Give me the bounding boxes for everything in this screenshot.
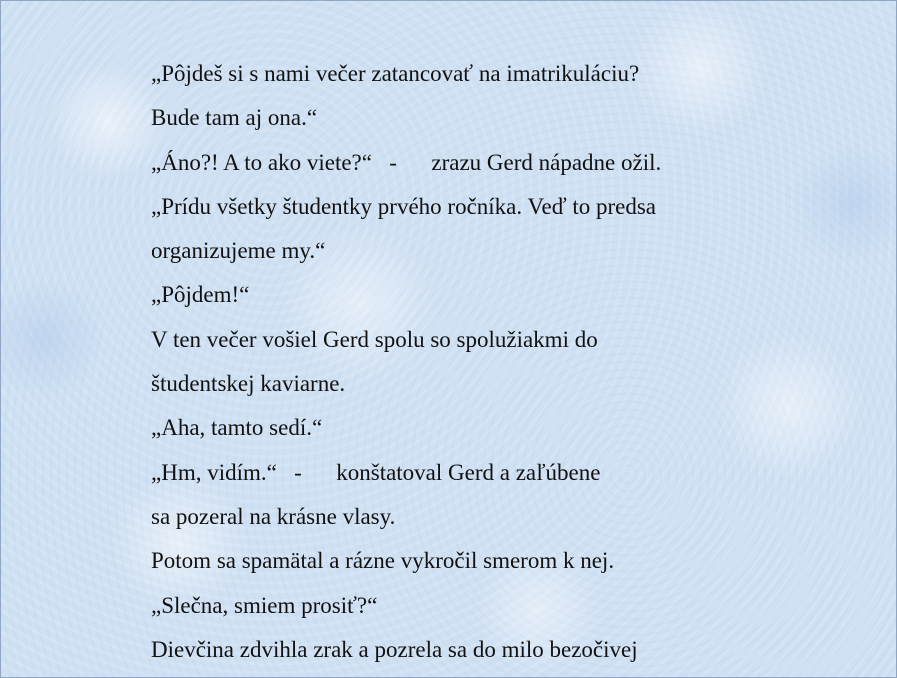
text-line: „Prídu všetky študentky prvého ročníka. Veď to predsa — [151, 193, 657, 219]
text-line: „Slečna, smiem prosiť?“ — [151, 592, 378, 618]
text-line: „Pôjdeš si s nami večer zatancovať na imatrikuláciu? — [151, 61, 640, 86]
text-line: V ten večer vošiel Gerd spolu so spolužiakmi do — [151, 326, 598, 352]
text-line: organizujeme my.“ — [151, 238, 326, 264]
text-line: „Pôjdem!“ — [151, 282, 250, 308]
text-line: „Aha, tamto sedí.“ — [151, 415, 323, 441]
text-line: študentskej kaviarne. — [151, 371, 346, 397]
story-text — [151, 52, 871, 672]
text-line: „Hm, vidím.“ - konštatoval Gerd a zaľúbene — [151, 459, 601, 485]
text-line: sa pozeral na krásne vlasy. — [151, 503, 396, 529]
text-line: „Áno?! A to ako viete?“ - zrazu Gerd nápadne ožil. — [151, 149, 662, 175]
text-line: Dievčina zdvihla zrak a pozrela sa do milo bezočivej — [151, 636, 638, 662]
text-line: Potom sa spamätal a rázne vykročil smerom k nej. — [151, 548, 615, 574]
text-line: Bude tam aj ona.“ — [151, 105, 318, 131]
